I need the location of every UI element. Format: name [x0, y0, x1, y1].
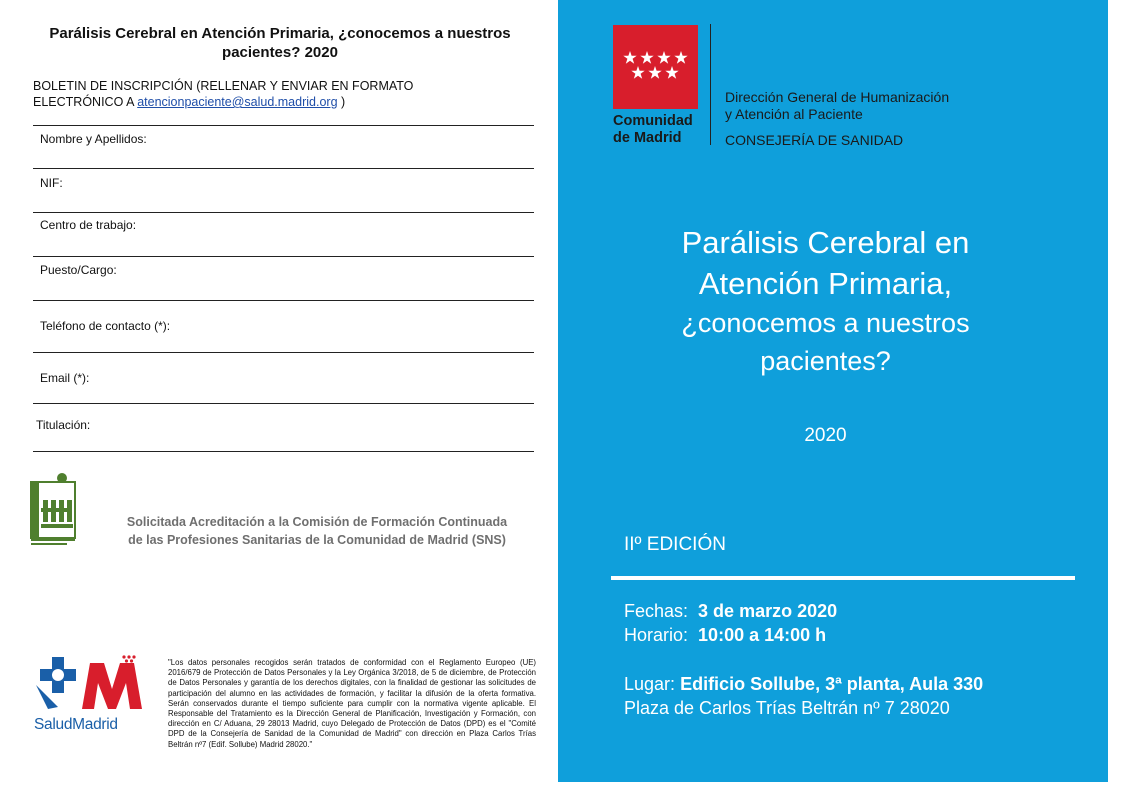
email-link[interactable]: atencionpaciente@salud.madrid.org — [137, 95, 338, 109]
instructions-suffix: ) — [337, 95, 346, 109]
field-nombre[interactable] — [33, 126, 534, 169]
field-centro-label: Centro de trabajo: — [40, 218, 137, 232]
accreditation-text — [92, 513, 542, 549]
comunidad-madrid-wordmark — [613, 113, 693, 147]
fechas-value: 3 de marzo 2020 — [698, 601, 838, 621]
field-titulacion-label: Titulación: — [36, 418, 91, 432]
consejeria-label: CONSEJERÍA DE SANIDAD — [725, 132, 904, 148]
stars-icon — [613, 25, 698, 109]
horario-row — [624, 623, 826, 647]
comunidad-madrid-flag-icon — [613, 25, 698, 109]
form-title: Parálisis Cerebral en Atención Primaria, ¿conocemos a nuestros pacientes? 2020 — [49, 25, 511, 61]
accreditation-line2: de las Profesiones Sanitarias de la Comunidad de Madrid (SNS) — [128, 533, 506, 547]
field-puesto-label: Puesto/Cargo: — [40, 263, 117, 277]
lugar-value: Edificio Sollube, 3ª planta, Aula 330 — [680, 674, 984, 694]
field-nif[interactable] — [33, 168, 534, 213]
fechas-row — [624, 599, 837, 623]
field-email[interactable] — [33, 352, 534, 404]
accreditation-logo-icon — [29, 472, 77, 546]
data-protection-notice: "Los datos personales recogidos serán tratados de conformidad con el Reglamento Europeo (UE) 2016/679 de Protección de Datos Personales y la Ley Orgánica 3/2018, de 5 de diciembre, de Protección de Datos Personales y garantía de los derechos digitales, con la finalidad de gestionar las solicitudes de participación del alumno en las actividades de formación, y facilitar la difusión de la oferta formativa. Serán conservados durante el tiempo suficiente para cumplir con la normativa vigente aplicable. El Responsable del Tratamiento es la Dirección General de Planificación, Investigación y Formación, con dirección en C/ Aduana, 29 28013 Madrid, cuyo Delegado de Protección de Datos (DPD) es el "Comité DPD de la Consejería de Sanidad de la Comunidad de Madrid" con dirección en Plaza Carlos Trías Beltrán nº7 (Edif. Sollube) Madrid 28020." — [168, 658, 536, 749]
salud-madrid-logo-icon — [34, 655, 144, 711]
lugar-label: Lugar: — [624, 674, 676, 694]
salud-madrid-text: SaludMadrid — [34, 716, 118, 733]
field-titulacion[interactable] — [33, 403, 534, 452]
fechas-label: Fechas: — [624, 601, 689, 621]
field-email-label: Email (*): — [40, 371, 90, 385]
field-nombre-label: Nombre y Apellidos: — [40, 132, 147, 146]
direccion-general — [725, 89, 949, 123]
lugar-row — [624, 672, 983, 696]
divider-rule — [611, 576, 1075, 580]
salud-madrid-logo — [34, 655, 144, 733]
logo-line2: de Madrid — [613, 130, 682, 146]
registration-form-panel — [0, 0, 558, 794]
cover-panel — [558, 0, 1108, 782]
dg-line2: y Atención al Paciente — [725, 106, 863, 122]
instructions-text: BOLETIN DE INSCRIPCIÓN (RELLENAR Y ENVIAR EN FORMATO ELECTRÓNICO A — [33, 79, 414, 109]
course-title — [598, 222, 1053, 380]
field-puesto[interactable] — [33, 256, 534, 301]
title-line1: Parálisis Cerebral en — [681, 225, 970, 260]
accreditation-line1: Solicitada Acreditación a la Comisión de Formación Continuada — [126, 515, 508, 529]
field-centro[interactable] — [33, 212, 534, 257]
address-row: Plaza de Carlos Trías Beltrán nº 7 28020 — [624, 698, 950, 718]
field-telefono[interactable] — [33, 300, 534, 353]
header-separator — [710, 24, 711, 145]
title-line3: ¿conocemos a nuestros — [681, 308, 970, 338]
title-line4: pacientes? — [760, 346, 891, 376]
field-telefono-label: Teléfono de contacto (*): — [40, 319, 171, 333]
horario-value: 10:00 a 14:00 h — [698, 625, 827, 645]
title-line2: Atención Primaria, — [698, 266, 953, 301]
form-instructions — [33, 78, 503, 110]
course-year: 2020 — [804, 425, 847, 446]
horario-label: Horario: — [624, 625, 689, 645]
field-nif-label: NIF: — [40, 176, 63, 190]
edition-label: IIº EDICIÓN — [624, 534, 726, 555]
logo-line1: Comunidad — [613, 113, 693, 129]
dg-line1: Dirección General de Humanización — [725, 89, 950, 105]
